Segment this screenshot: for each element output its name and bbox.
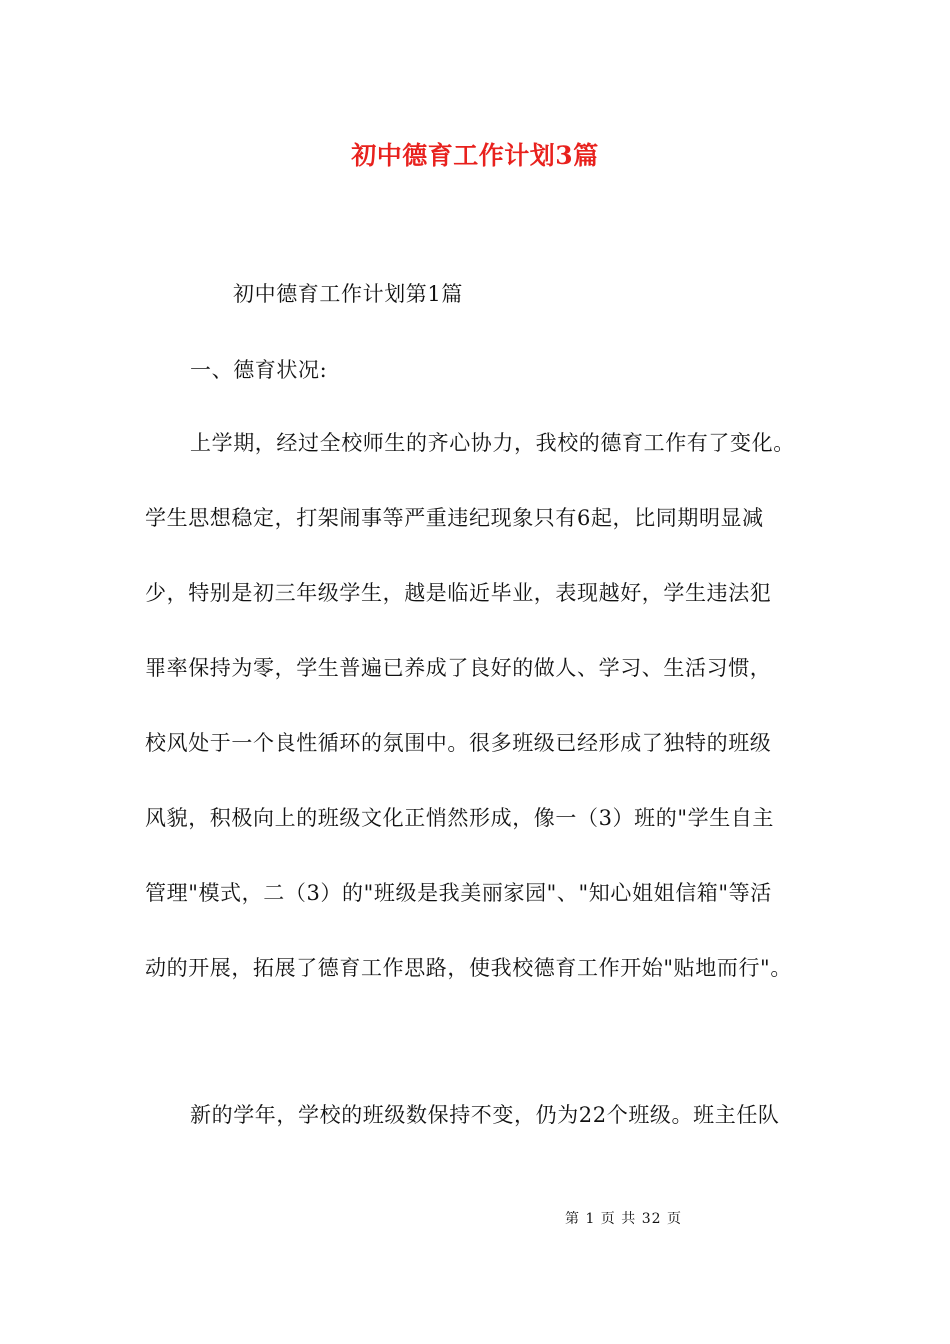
- document-title: 初中德育工作计划3篇: [351, 141, 599, 170]
- paragraph-line: 少，特别是初三年级学生，越是临近毕业，表现越好，学生违法犯: [145, 581, 772, 605]
- paragraph-line: 校风处于一个良性循环的氛围中。很多班级已经形成了独特的班级: [145, 731, 772, 755]
- section-heading: 初中德育工作计划第1篇: [233, 282, 463, 306]
- subheading: 一、德育状况:: [190, 358, 328, 382]
- paragraph-line: 上学期，经过全校师生的齐心协力，我校的德育工作有了变化。: [190, 431, 795, 455]
- paragraph-line: 新的学年，学校的班级数保持不变，仍为22个班级。班主任队: [190, 1103, 780, 1127]
- paragraph-line: 学生思想稳定，打架闹事等严重违纪现象只有6起，比同期明显减: [145, 506, 764, 530]
- paragraph-line: 罪率保持为零，学生普遍已养成了良好的做人、学习、生活习惯，: [145, 656, 772, 680]
- paragraph-line: 管理"模式，二（3）的"班级是我美丽家园"、"知心姐姐信箱"等活: [145, 881, 772, 905]
- page-number-footer: 第 1 页 共 32 页: [565, 1211, 682, 1227]
- paragraph-line: 动的开展，拓展了德育工作思路，使我校德育工作开始"贴地而行"。: [145, 956, 792, 980]
- paragraph-line: 风貌，积极向上的班级文化正悄然形成，像一（3）班的"学生自主: [145, 806, 775, 830]
